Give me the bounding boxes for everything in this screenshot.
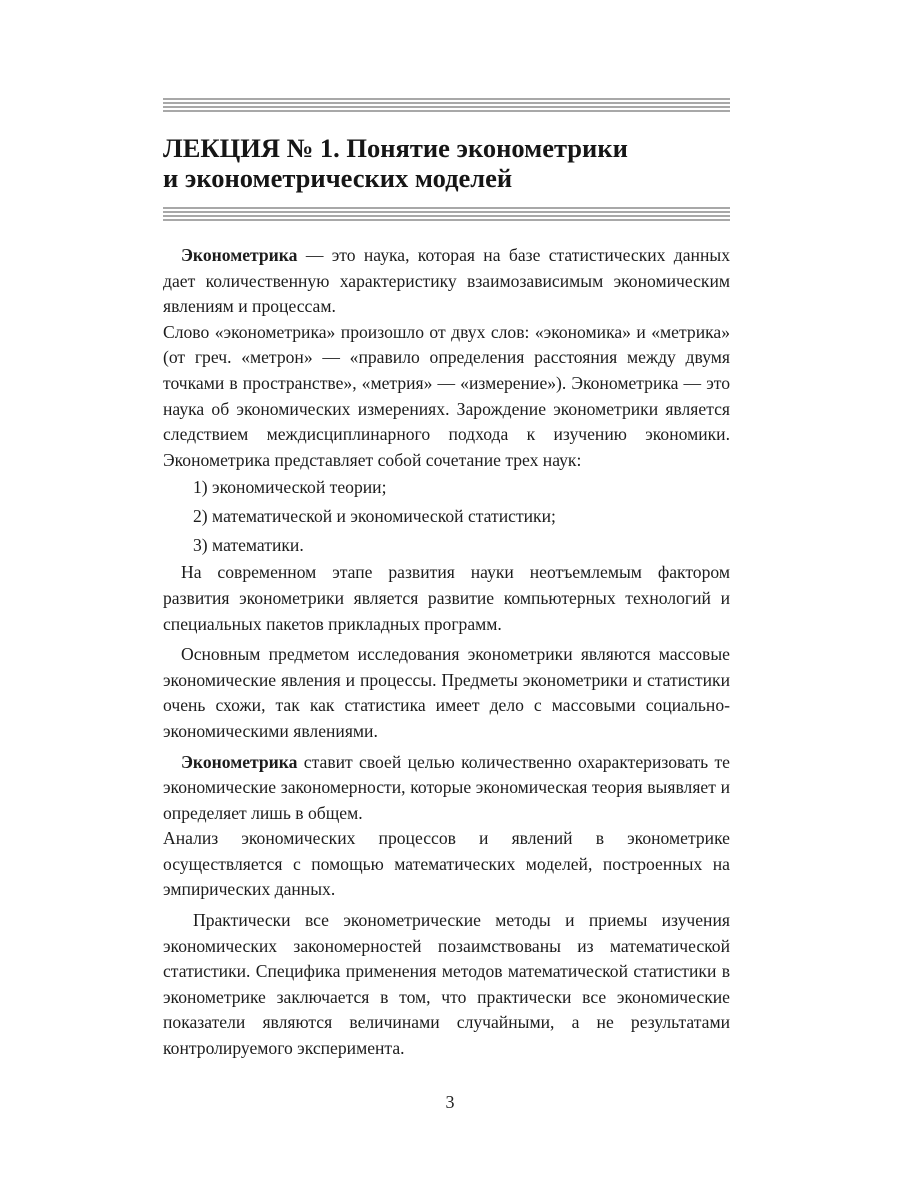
term-econometrics: Эконометрика: [181, 245, 298, 265]
paragraph-definition: [163, 243, 730, 320]
top-decorative-rule: [163, 98, 730, 114]
paragraph-methods: Практически все эконометрические методы и приемы изучения экономических закономерностей позаимствованы из математической статистики. Специфика применения методов математической статистики в эконометрике заключается в том, что практически все экономические показатели являются величинами случайными, а не результатами контролируемого эксперимента.: [163, 910, 730, 1059]
lecture-body: [163, 243, 730, 1062]
paragraph-analysis: Анализ экономических процессов и явлений в эконометрике осуществляется с помощью математических моделей, построенных на эмпирических данных.: [163, 828, 730, 900]
paragraph-modern-stage: На современном этапе развития науки неотъемлемым фактором развития эконометрики является развитие компьютерных технологий и специальных пакетов прикладных программ.: [163, 562, 730, 634]
bottom-decorative-rule: [163, 207, 730, 223]
page-number: 3: [445, 1092, 455, 1112]
heading-line-1: ЛЕКЦИЯ № 1. Понятие эконометрики: [163, 133, 628, 163]
goal-text: ставит своей целью количественно охарактеризовать те экономические закономерности, которые экономическая теория выявляет и определяет лишь в общем.: [163, 751, 730, 823]
paragraph-goal: [163, 750, 730, 827]
paragraph-etymology: Слово «эконометрика» произошло от двух слов: «экономика» и «метрика» (от греч. «метрон» — «правило определения расстояния между двумя точками в пространстве», «метрия» — «измерение»). Эконометрика — это наука об экономических измерениях. Зарождение эконометрики является следствием междисциплинарного подхода к изучению экономики. Эконометрика представляет собой сочетание трех наук:: [163, 321, 730, 470]
list-item: 1) экономической теории;: [193, 477, 387, 498]
heading-line-2: и эконометрических моделей: [163, 163, 513, 193]
list-item: 2) математической и экономической статистики;: [193, 506, 556, 527]
list-item: 3) математики.: [193, 535, 304, 556]
lecture-heading: [163, 133, 730, 193]
term-econometrics: Эконометрика: [181, 751, 298, 772]
paragraph-subject: Основным предметом исследования эконометрики являются массовые экономические явления и процессы. Предметы эконометрики и статистики очень схожи, так как статистика имеет дело с массовыми социально-экономическими явлениями.: [163, 644, 730, 741]
definition-text: — это наука, которая на базе статистических данных дает количественную характеристику взаимозависимым экономическим явлениям и процессам.: [163, 245, 730, 317]
